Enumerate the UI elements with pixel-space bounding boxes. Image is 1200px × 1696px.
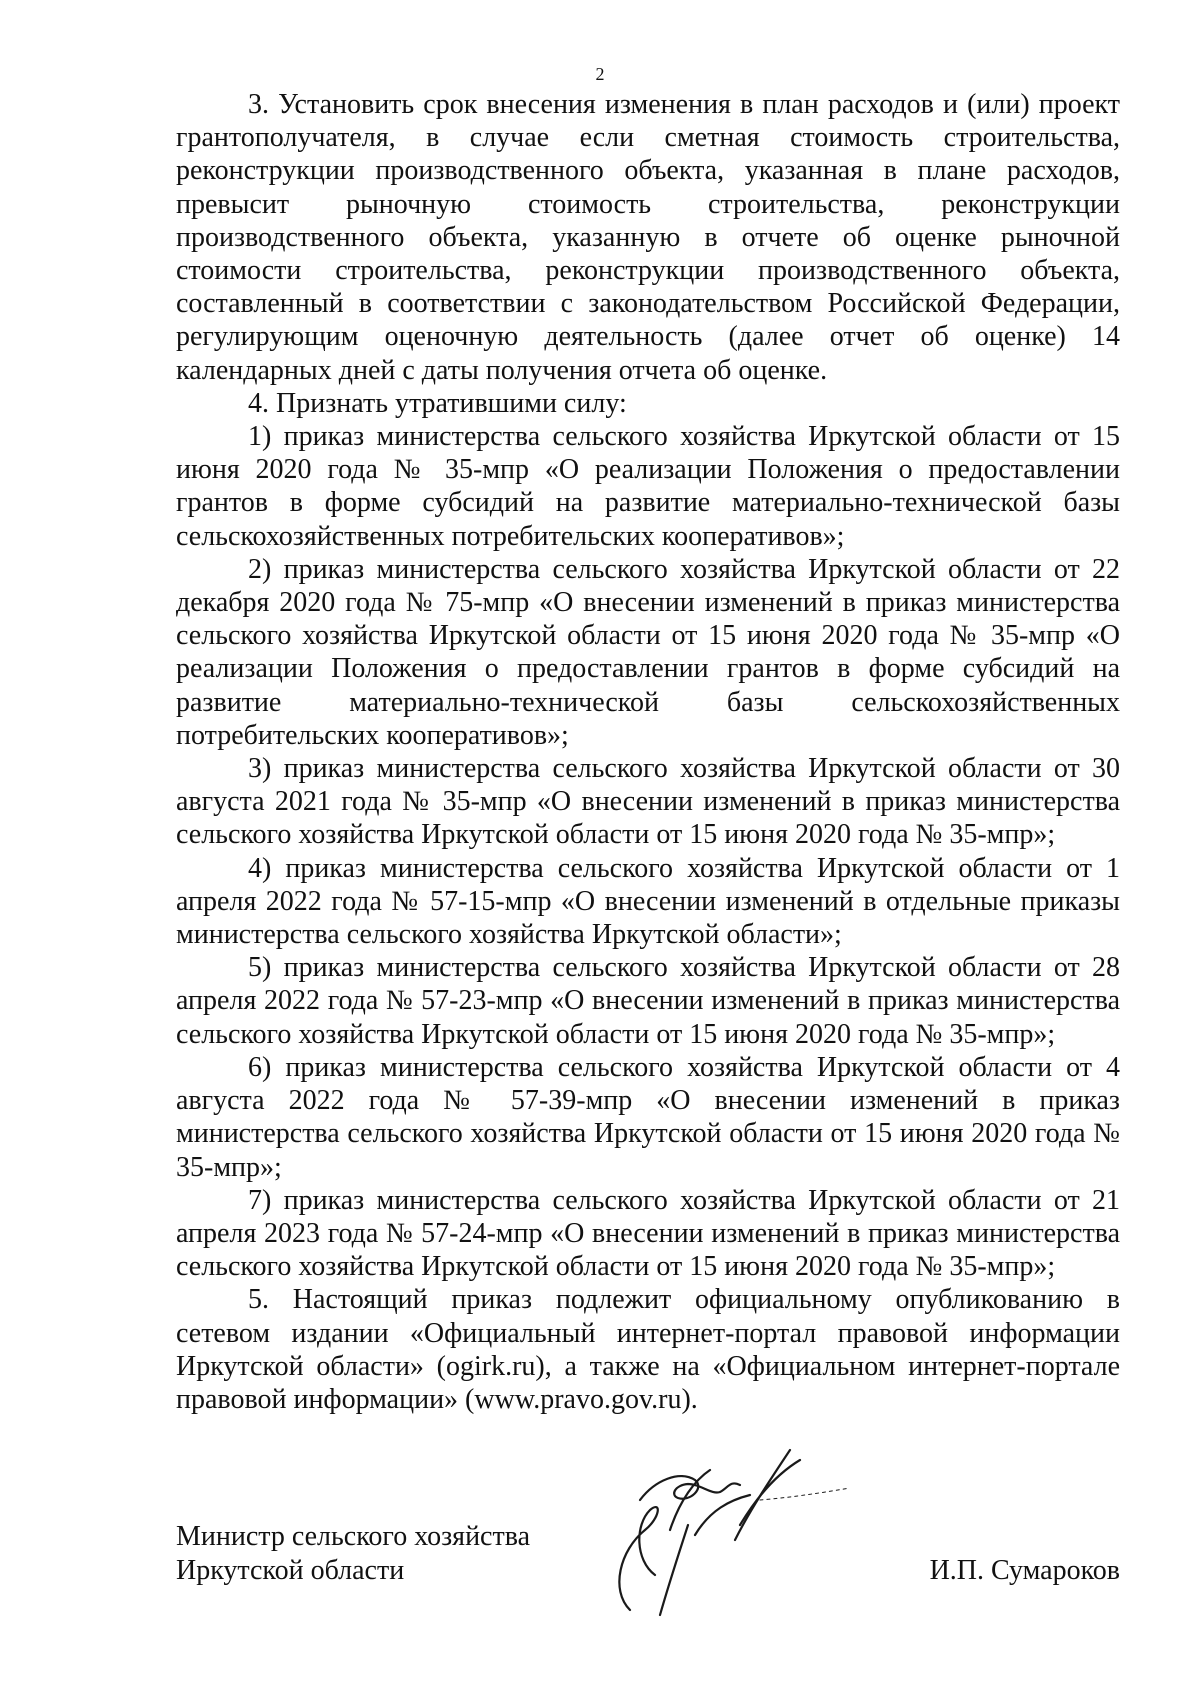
list-item-1: 1) приказ министерства сельского хозяйства Иркутской области от 15 июня 2020 года № 35-мпр «О реализации Положения о предоставлении грантов в форме субсидий на развитие материально-технической базы сельскохозяйственных потребительских кооперативов»; [176, 421, 1120, 552]
list-item-6: 6) приказ министерства сельского хозяйства Иркутской области от 4 августа 2022 года № 57-39-мпр «О внесении изменений в приказ министерства сельского хозяйства Иркутской области от 15 июня 2020 года № 35-мпр»; [176, 1051, 1120, 1183]
list-item-3: 3) приказ министерства сельского хозяйства Иркутской области от 30 августа 2021 года № 35-мпр «О внесении изменений в приказ министерства сельского хозяйства Иркутской области от 15 июня 2020 года № 35-мпр»; [176, 753, 1120, 851]
paragraph-item-3: 3. Установить срок внесения изменения в план расходов и (или) проект грантополучателя, в случае если сметная стоимость строительства, реконструкции производственного объекта, указанная в плане расходов, превысит рыночную стоимость строительства, реконструкции производственного объекта, указанную в отчете об оценке рыночной стоимости строительства, реконструкции производственного объекта, составленный в соответствии с законодательством Российской Федерации, регулирующим оценочную деятельность (далее отчет об оценке) 14 календарных дней с даты получения отчета об оценке. [176, 89, 1120, 386]
signer-position-line-1: Министр сельского хозяйства [176, 1521, 530, 1552]
list-item-2: 2) приказ министерства сельского хозяйства Иркутской области от 22 декабря 2020 года № 75-мпр «О внесении изменений в приказ министерства сельского хозяйства Иркутской области от 15 июня 2020 года № 35-мпр «О реализации Положения о предоставлении грантов в форме субсидий на развитие материально-технической базы сельскохозяйственных потребительских кооперативов»; [176, 553, 1120, 751]
list-item-4: 4) приказ министерства сельского хозяйства Иркутской области от 1 апреля 2022 года № 57-15-мпр «О внесении изменений в отдельные приказы министерства сельского хозяйства Иркутской области»; [176, 852, 1120, 951]
signer-position-line-2: Иркутской области [176, 1555, 405, 1586]
signature-block [176, 1520, 1120, 1610]
list-item-7: 7) приказ министерства сельского хозяйства Иркутской области от 21 апреля 2023 года № 57-24-мпр «О внесении изменений в приказ министерства сельского хозяйства Иркутской области от 15 июня 2020 года № 35-мпр»; [176, 1184, 1120, 1283]
page-number: 2 [595, 64, 605, 84]
paragraph-item-5: 5. Настоящий приказ подлежит официальному опубликованию в сетевом издании «Официальный интернет-портал правовой информации Иркутской области» (ogirk.ru), а также на «Официальном интернет-портале правовой информации» (www.pravo.gov.ru). [176, 1284, 1120, 1415]
paragraph-item-4: 4. Признать утратившими силу: [248, 387, 627, 419]
document-body [176, 88, 1120, 1416]
list-item-5: 5) приказ министерства сельского хозяйства Иркутской области от 28 апреля 2022 года № 57-23-мпр «О внесении изменений в приказ министерства сельского хозяйства Иркутской области от 15 июня 2020 года № 35-мпр»; [176, 952, 1120, 1050]
signer-name: И.П. Сумароков [929, 1555, 1120, 1586]
